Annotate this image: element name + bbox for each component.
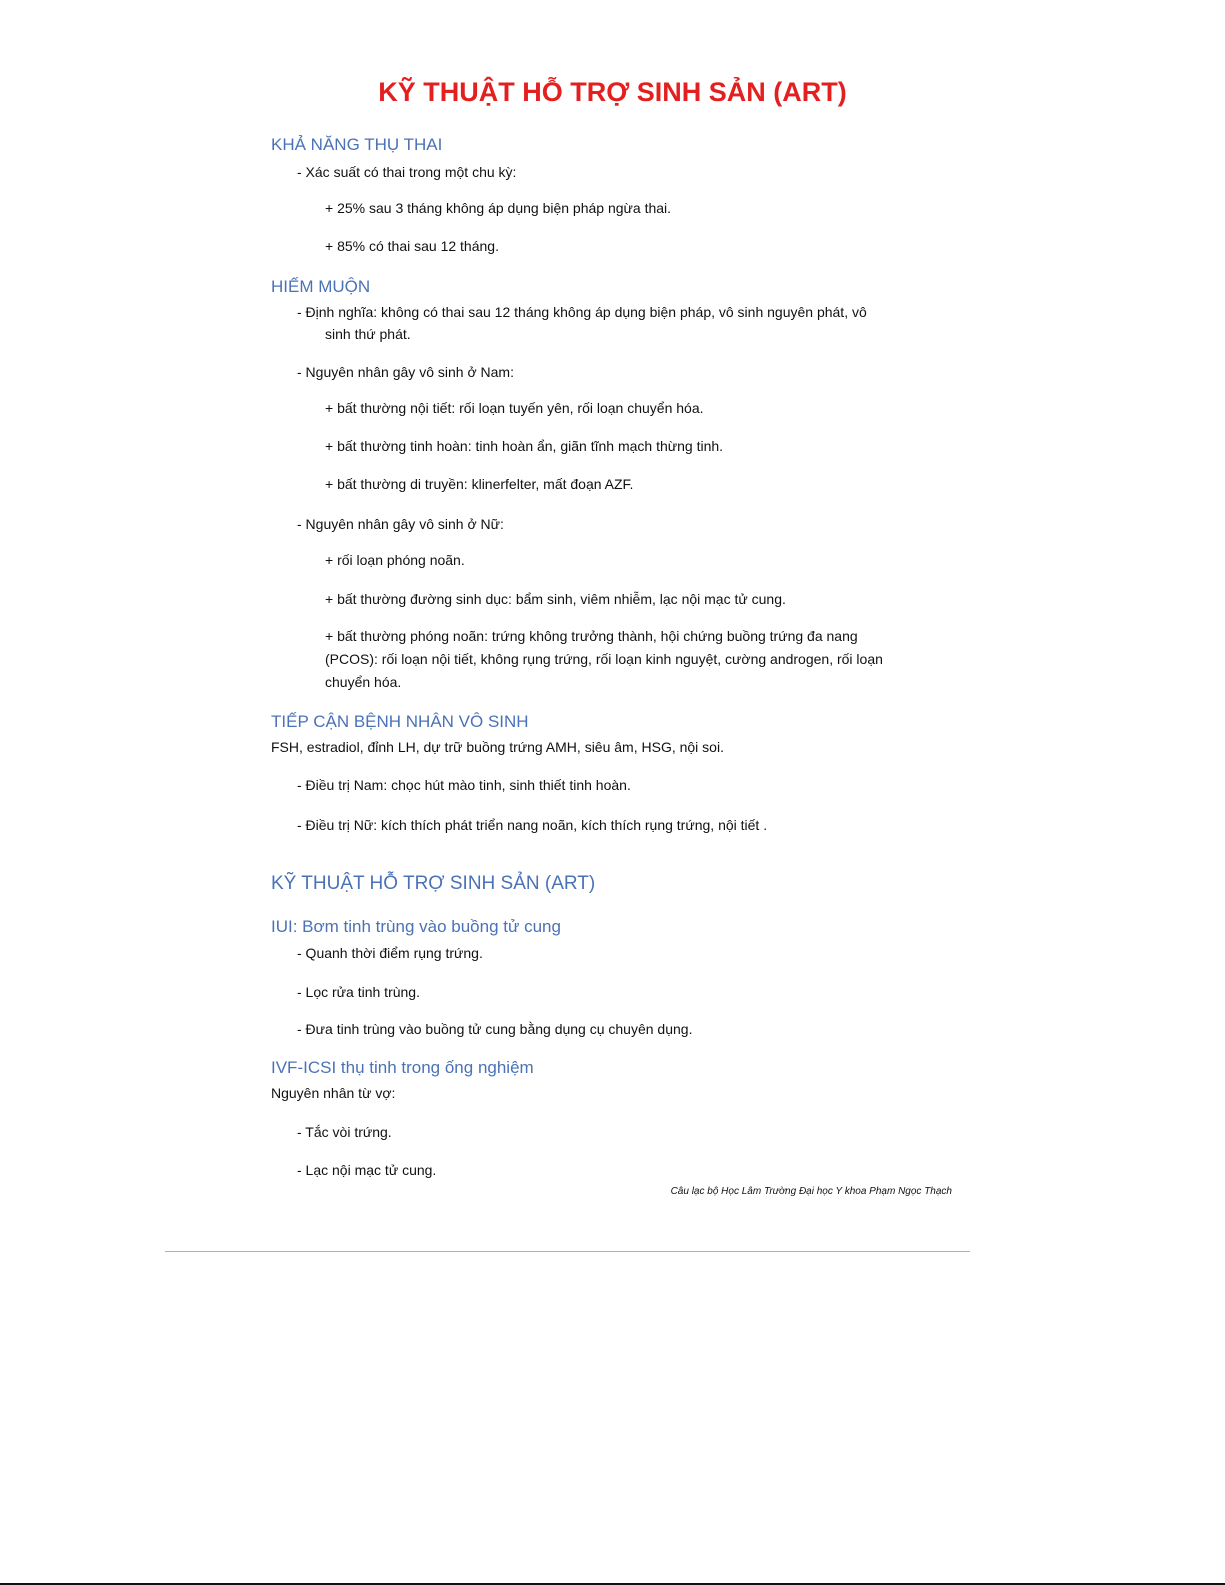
heading-art: KỸ THUẬT HỖ TRỢ SINH SẢN (ART) (271, 873, 596, 894)
text-line: - Lọc rửa tinh trùng. (297, 984, 420, 1000)
heading-kha-nang-thu-thai: KHẢ NĂNG THỤ THAI (271, 135, 443, 154)
text-line: Nguyên nhân từ vợ: (271, 1085, 396, 1101)
list-item-continued: (PCOS): rối loạn nội tiết, không rụng trứng, rối loạn kinh nguyệt, cường androgen, rối loạn (325, 651, 883, 667)
heading-hiem-muon: HIẾM MUỘN (271, 277, 371, 296)
list-item: + bất thường nội tiết: rối loạn tuyến yên, rối loạn chuyển hóa. (325, 400, 704, 416)
text-line: + 85% có thai sau 12 tháng. (325, 238, 499, 254)
heading-ivf-icsi: IVF-ICSI thụ tinh trong ống nghiệm (271, 1058, 534, 1077)
footer-note: Câu lạc bộ Học Lâm Trường Đại học Y khoa Phạm Ngọc Thạch (670, 1186, 952, 1197)
text-line: - Xác suất có thai trong một chu kỳ: (297, 164, 517, 180)
text-line: sinh thứ phát. (325, 326, 411, 342)
document-title: KỸ THUẬT HỖ TRỢ SINH SẢN (ART) (378, 77, 847, 107)
list-item: + bất thường di truyền: klinerfelter, mất đoạn AZF. (325, 476, 634, 492)
heading-iui: IUI: Bơm tinh trùng vào buồng tử cung (271, 917, 561, 936)
page-divider (165, 1251, 970, 1252)
list-item: + rối loạn phóng noãn. (325, 552, 465, 568)
text-line: + 25% sau 3 tháng không áp dụng biện pháp ngừa thai. (325, 200, 672, 216)
heading-tiep-can-benh-nhan: TIẾP CẬN BỆNH NHÂN VÔ SINH (271, 712, 529, 731)
text-line: - Điều trị Nam: chọc hút mào tinh, sinh thiết tinh hoàn. (297, 777, 631, 793)
text-line: FSH, estradiol, đỉnh LH, dự trữ buồng trứng AMH, siêu âm, HSG, nội soi. (271, 739, 724, 755)
text-line: - Nguyên nhân gây vô sinh ở Nữ: (297, 516, 504, 532)
text-line: - Lạc nội mạc tử cung. (297, 1162, 437, 1178)
text-line: - Đưa tinh trùng vào buồng tử cung bằng dụng cụ chuyên dụng. (297, 1021, 693, 1037)
text-line: - Định nghĩa: không có thai sau 12 tháng không áp dụng biện pháp, vô sinh nguyên phát, vô (297, 304, 867, 320)
text-line: - Nguyên nhân gây vô sinh ở Nam: (297, 364, 514, 380)
list-item: + bất thường đường sinh dục: bẩm sinh, viêm nhiễm, lạc nội mạc tử cung. (325, 591, 786, 607)
list-item: + bất thường tinh hoàn: tinh hoàn ẩn, giãn tĩnh mạch thừng tinh. (325, 438, 724, 454)
list-item-continued: chuyển hóa. (325, 674, 402, 690)
text-line: - Điều trị Nữ: kích thích phát triển nang noãn, kích thích rụng trứng, nội tiết . (297, 817, 768, 833)
text-line: - Tắc vòi trứng. (297, 1124, 392, 1140)
text-line: - Quanh thời điểm rụng trứng. (297, 945, 483, 961)
list-item: + bất thường phóng noãn: trứng không trưởng thành, hội chứng buồng trứng đa nang (325, 628, 858, 644)
